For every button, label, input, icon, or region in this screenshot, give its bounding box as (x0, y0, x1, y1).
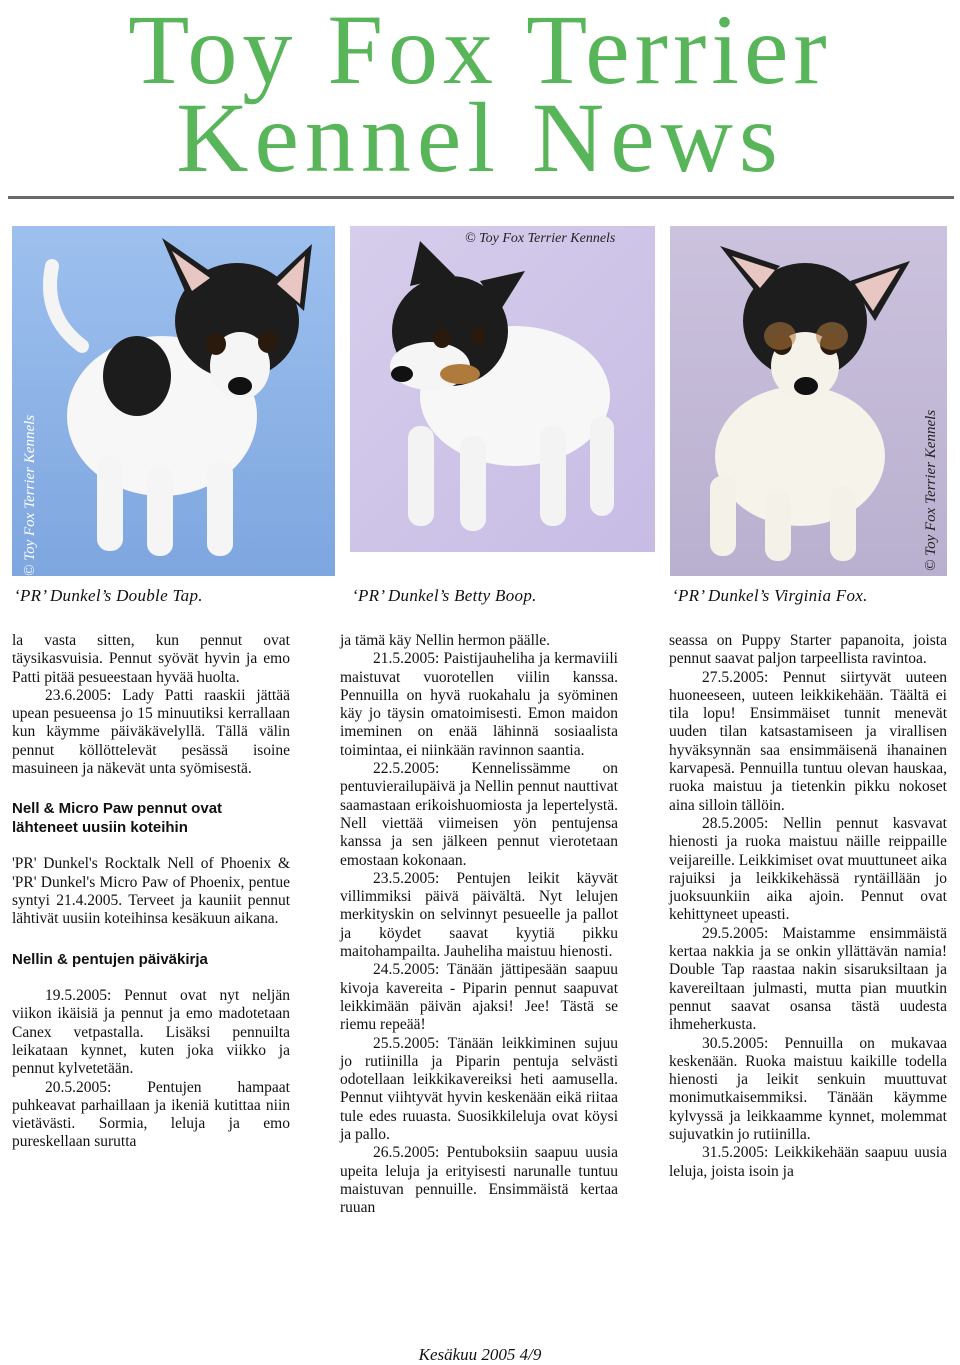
paragraph: 25.5.2005: Tänään leikkiminen sujuu jo rutiinilla ja Piparin pentuja selvästi odotellaan leikkikavereiksi heti aamusella. Pennut viihtyvät hyvin keskenään eikä riitaa tule edes ruuasta. Suosikkileluja ovat köysi ja pallo. (340, 1034, 618, 1144)
text-column-3 (669, 632, 947, 1181)
paragraph: ja tämä käy Nellin hermon päälle. (340, 632, 551, 649)
paragraph: 20.5.2005: Pentujen hampaat puhkeavat parhaillaan ja ikeniä kutittaa niin vietävästi. Sormia, leluja ja emo pureskellaan surutta (12, 1078, 290, 1151)
paragraph: 21.5.2005: Paistijauheliha ja kermaviili maistuvat vuorotellen viilin kanssa. Pennuilla on hyvä ruokahalu ja syöminen käy jo täysin omatoimisesti. Emon maidon imeminen on enää lähinnä sosiaalista toimintaa, ei niinkään ravinnon saantia. (340, 650, 618, 759)
paragraph: 30.5.2005: Pennuilla on mukavaa keskenään. Ruoka maistuu kaikille todella hienosti ja leikit senkuin muuttuvat monimutkaisemmiksi. Tänään käymme kylvyssä ja leikkaamme kynnet, molemmat sujuvatkin jo rutiinilla. (669, 1034, 947, 1144)
text-column-1 (12, 632, 290, 1152)
text-column-2 (340, 632, 618, 1218)
svg-text:© Toy Fox Terrier Kennels: © Toy Fox Terrier Kennels (22, 414, 38, 576)
paragraph: 'PR' Dunkel's Rocktalk Nell of Phoenix & 'PR' Dunkel's Micro Paw of Phoenix, pentue syntyi 21.4.2005. Terveet ja kauniit pennut lähtivät uusiin koteihinsa kesäkuun aikana. (12, 855, 290, 928)
paragraph: seassa on Puppy Starter papanoita, joista pennut saavat paljon tarpeellista ravintoa. (669, 632, 947, 668)
svg-text:© Toy Fox Terrier Kennels: © Toy Fox Terrier Kennels (465, 231, 616, 246)
paragraph: 23.6.2005: Lady Patti raaskii jättää upean pesueensa jo 15 minuutiksi kerrallaan kun käymme päiväkävelyllä. Tällä välin pennut köllöttelevät pesässä isoine masuineen ja näkevät unta syömisestä. (12, 686, 290, 778)
masthead-title-line2: Kennel News (176, 82, 784, 193)
paragraph: 26.5.2005: Pentuboksiin saapuu uusia upeita leluja ja erityisesti narunalle tuntuu maistuvan pennuille. Ensimmäistä kertaa ruuan (340, 1144, 618, 1217)
page-footer: Kesäkuu 2005 4/9 (418, 1345, 542, 1364)
paragraph: 19.5.2005: Pennut ovat nyt neljän viikon ikäisiä ja pennut ja emo madotetaan Canex vetpastalla. Lisäksi pennuilta leikataan kynnet, kuten joka viikko ja pennut kylvetetään. (12, 987, 290, 1078)
header-divider (8, 196, 954, 199)
photo-caption: ‘PR’ Dunkel’s Double Tap. (14, 586, 203, 605)
paragraph: 27.5.2005: Pennut siirtyvät uuteen huoneeseen, uuteen leikkikehään. Täältä ei tila lopu! Ensimmäiset tunnit menevät uuden tilan katsastamiseen ja virallisen hyväksynnän saa ensimmäisenä ihanainen karvapesä. Pennuilla tuntuu olevan hauskaa, ruoka maistuu ja tietenkin pikku nokoset aina silloin tällöin. (669, 668, 947, 814)
photo-betty-boop (350, 226, 655, 552)
paragraph: 22.5.2005: Kennelissämme on pentuvierailupäivä ja Nellin pennut nauttivat saamastaan erikoishuomiosta ja lepertelystä. Nell viettää viimeisen yön pentujensa kanssa ja sen jälkeen pennut vierotetaan emostaan kokonaan. (340, 760, 618, 869)
paragraph: 23.5.2005: Pentujen leikit käyvät villimmiksi päivä päivältä. Nyt lelujen merkityskin on selvinnyt pesueelle ja pallot ja köydet saavat kyytiä pikku maitohampailta. Jauheliha maistuu hienosti. (340, 869, 618, 961)
photo-caption: ‘PR’ Dunkel’s Betty Boop. (352, 586, 537, 605)
section-heading: Nellin & pentujen päiväkirja (12, 950, 208, 968)
svg-text:© Toy Fox Terrier Kennels: © Toy Fox Terrier Kennels (923, 409, 939, 571)
photo-caption: ‘PR’ Dunkel’s Virginia Fox. (672, 586, 868, 605)
paragraph: 28.5.2005: Nellin pennut kasvavat hienosti ja ruoka maistuu näille reippaille veijareille. Leikkimiset ovat muuttuneet aika rajuiksi ja leikkikehässä ryntäillään jo juoksuunkiin aika ajoin. Pennut ovat kehittyneet upeasti. (669, 814, 947, 924)
paragraph: 24.5.2005: Tänään jättipesään saapuu kivoja kavereita - Piparin pennut saapuvat leikkimään päivän ajaksi! Jee! Tästä se riemu repeää! (340, 961, 618, 1034)
paragraph: 29.5.2005: Maistamme ensimmäistä kertaa nakkia ja se onkin yllättävän namia! Double Tap raastaa nakin sisaruksiltaan ja kavereiltaan julmasti, mutta pian muutkin pennut saavat osansa tästä uudesta ihmeherkusta. (669, 924, 947, 1034)
paragraph: la vasta sitten, kun pennut ovat täysikasvuisia. Pennut syövät hyvin ja emo Patti pitää pesueestaan hyvää huolta. (12, 632, 290, 686)
photo-double-tap (12, 226, 335, 576)
photo-virginia-fox (670, 226, 947, 576)
paragraph: 31.5.2005: Leikkikehään saapuu uusia leluja, joista isoin ja (669, 1144, 947, 1180)
masthead-title-line1: Toy Fox Terrier (128, 0, 832, 105)
masthead (0, 0, 960, 215)
section-heading: Nell & Micro Paw pennut ovat lähteneet uusiin koteihin (12, 800, 223, 836)
